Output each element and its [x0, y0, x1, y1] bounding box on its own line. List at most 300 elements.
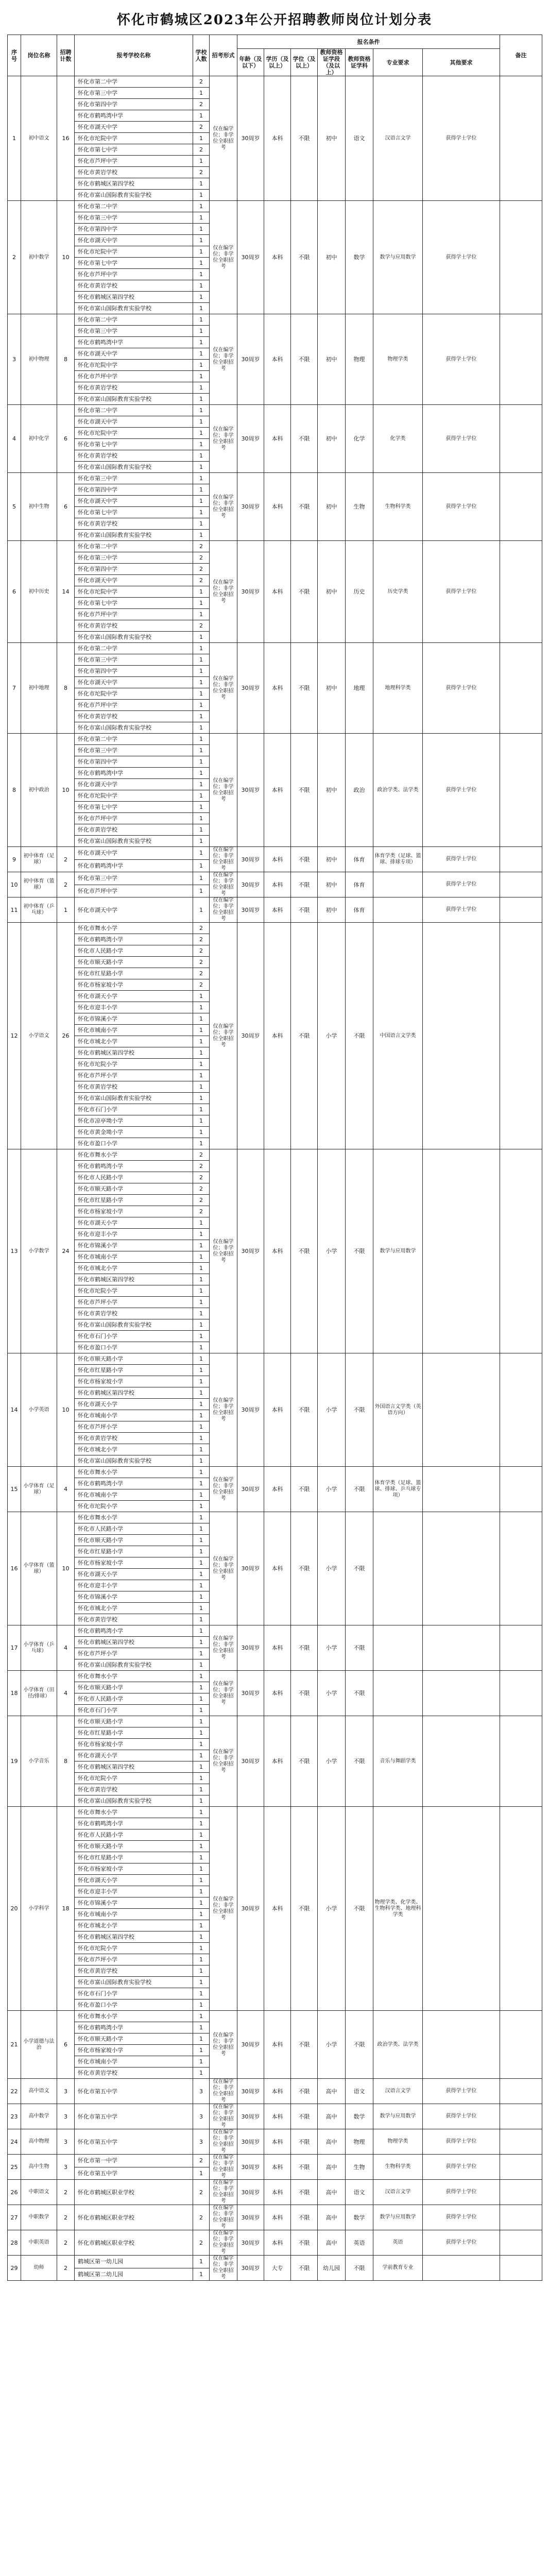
cell-seq: 29	[8, 2256, 21, 2281]
cell-degree: 不限	[291, 897, 318, 923]
cell-school-count: 1	[193, 1478, 210, 1489]
cell-school-count: 1	[193, 897, 210, 923]
header-count: 招聘计数	[57, 35, 75, 76]
cell-school: 怀化市鹤鸣湾中学	[75, 768, 193, 779]
cell-school: 怀化市第三中学	[75, 212, 193, 224]
cell-cert-subject: 物理	[346, 2129, 373, 2155]
cell-school: 怀化市迎丰小学	[75, 1886, 193, 1897]
cell-count: 10	[57, 201, 75, 314]
cell-school-count: 2	[193, 564, 210, 575]
cell-form: 仅在编学位；非学位全职招考	[210, 872, 237, 897]
cell-school-count: 1	[193, 1013, 210, 1025]
cell-note	[500, 872, 542, 897]
cell-cert: 初中	[318, 541, 346, 643]
cell-school-count: 1	[193, 1841, 210, 1852]
cell-school: 怀化市红星路小学	[75, 968, 193, 979]
cell-school-count: 1	[193, 1875, 210, 1886]
cell-edu: 本科	[264, 1149, 291, 1353]
table-row	[8, 2155, 542, 2167]
cell-note	[500, 541, 542, 643]
cell-major	[373, 1671, 423, 1716]
cell-other	[423, 1353, 500, 1467]
cell-school-count: 1	[193, 1965, 210, 1977]
cell-count: 6	[57, 2011, 75, 2079]
cell-cert-subject: 不限	[346, 2256, 373, 2281]
cell-count: 4	[57, 1671, 75, 1716]
cell-degree: 不限	[291, 2205, 318, 2230]
cell-school-count: 1	[193, 1421, 210, 1433]
cell-seq: 15	[8, 1467, 21, 1512]
cell-count: 18	[57, 1807, 75, 2011]
cell-school: 怀化市湖天中学	[75, 348, 193, 360]
cell-school: 怀化市坨院小学	[75, 1501, 193, 1512]
cell-edu: 本科	[264, 734, 291, 847]
cell-school-count: 1	[193, 1410, 210, 1421]
cell-major: 汉语言文学	[373, 2079, 423, 2104]
cell-school-count: 1	[193, 711, 210, 722]
cell-school: 怀化市舞水小学	[75, 923, 193, 934]
cell-school-count: 1	[193, 700, 210, 711]
cell-post: 初中历史	[21, 541, 57, 643]
cell-note	[500, 2205, 542, 2230]
cell-other: 获得学士学位	[423, 2079, 500, 2104]
cell-school-count: 1	[193, 337, 210, 348]
cell-school-count: 2	[193, 2230, 210, 2256]
cell-school-count: 1	[193, 2045, 210, 2056]
cell-form: 仅在编学位；非学位全职招考	[210, 1716, 237, 1807]
cell-school: 怀化市石门小学	[75, 1104, 193, 1115]
cell-school-count: 1	[193, 632, 210, 643]
cell-degree: 不限	[291, 2155, 318, 2180]
header-major: 专业要求	[373, 49, 423, 76]
cell-other: 获得学士学位	[423, 2230, 500, 2256]
cell-form: 仅在编学位；非学位全职招考	[210, 734, 237, 847]
cell-note	[500, 473, 542, 541]
table-row	[8, 2011, 542, 2022]
cell-school: 怀化市湖天中学	[75, 496, 193, 507]
cell-school-count: 1	[193, 643, 210, 654]
cell-cert: 小学	[318, 2011, 346, 2079]
cell-major: 物理学类、化学类、生物科学类、地理科学类	[373, 1807, 423, 2011]
cell-seq: 14	[8, 1353, 21, 1467]
cell-school-count: 2	[193, 2205, 210, 2230]
cell-age: 30周岁	[237, 2079, 264, 2104]
cell-count: 2	[57, 2256, 75, 2281]
table-row	[8, 1149, 542, 1161]
cell-school: 怀化市第三中学	[75, 654, 193, 666]
cell-school: 怀化市第四中学	[75, 564, 193, 575]
cell-school-count: 1	[193, 836, 210, 847]
cell-school: 怀化市舞水小学	[75, 1149, 193, 1161]
cell-post: 小学体育（乒乓球）	[21, 1625, 57, 1671]
cell-school: 怀化市湖天中学	[75, 416, 193, 428]
cell-school: 怀化市杨家坡小学	[75, 2045, 193, 2056]
cell-post: 小学英语	[21, 1353, 57, 1467]
cell-cert: 高中	[318, 2205, 346, 2230]
cell-school: 怀化市第四中学	[75, 756, 193, 768]
cell-cert-subject: 历史	[346, 541, 373, 643]
cell-count: 2	[57, 2230, 75, 2256]
cell-school: 怀化市鹤城区第四学校	[75, 292, 193, 303]
cell-school: 怀化市坨院小学	[75, 1285, 193, 1297]
cell-school: 怀化市舞水小学	[75, 1807, 193, 1818]
cell-school-count: 1	[193, 1886, 210, 1897]
cell-school-count: 1	[193, 439, 210, 450]
cell-age: 30周岁	[237, 1512, 264, 1625]
cell-school-count: 1	[193, 1671, 210, 1682]
cell-form: 仅在编学位；非学位全职招考	[210, 643, 237, 734]
cell-school: 怀化市芦坪中学	[75, 609, 193, 620]
cell-cert-subject: 数学	[346, 2104, 373, 2129]
cell-school-count: 1	[193, 1104, 210, 1115]
cell-form: 仅在编学位；非学位全职招考	[210, 1807, 237, 2011]
cell-school: 怀化市第五中学	[75, 2129, 193, 2155]
header-school-count: 学校人数	[193, 35, 210, 76]
cell-school: 怀化市顺天路小学	[75, 1535, 193, 1546]
cell-school-count: 1	[193, 201, 210, 212]
cell-age: 30周岁	[237, 847, 264, 872]
cell-school: 怀化市黄岩学校	[75, 824, 193, 836]
cell-school: 怀化市湖天中学	[75, 677, 193, 688]
cell-school-count: 1	[193, 734, 210, 745]
cell-school-count: 1	[193, 212, 210, 224]
cell-degree: 不限	[291, 643, 318, 734]
cell-other: 获得学士学位	[423, 847, 500, 872]
recruitment-table	[7, 35, 542, 2281]
cell-school-count: 1	[193, 1523, 210, 1535]
cell-form: 仅在编学位；非学位全职招考	[210, 2079, 237, 2104]
cell-note	[500, 1716, 542, 1807]
cell-school-count: 1	[193, 1467, 210, 1478]
cell-school: 怀化市湖天中学	[75, 122, 193, 133]
cell-form: 仅在编学位；非学位全职招考	[210, 201, 237, 314]
cell-edu: 本科	[264, 2104, 291, 2129]
cell-school-count: 1	[193, 360, 210, 371]
cell-post: 初中化学	[21, 405, 57, 473]
cell-major: 物理学类	[373, 314, 423, 405]
cell-school-count: 1	[193, 1365, 210, 1376]
cell-school-count: 1	[193, 394, 210, 405]
cell-school-count: 3	[193, 2104, 210, 2129]
cell-edu: 本科	[264, 405, 291, 473]
cell-school-count: 1	[193, 133, 210, 144]
cell-age: 30周岁	[237, 643, 264, 734]
cell-school: 怀化市芦坪中学	[75, 156, 193, 167]
table-row	[8, 872, 542, 885]
cell-school: 怀化市第二中学	[75, 201, 193, 212]
cell-school-count: 1	[193, 1535, 210, 1546]
cell-school-count: 2	[193, 2180, 210, 2205]
cell-edu: 本科	[264, 201, 291, 314]
cell-edu: 本科	[264, 923, 291, 1149]
cell-school: 怀化市坨院中学	[75, 133, 193, 144]
cell-form: 仅在编学位；非学位全职招考	[210, 1512, 237, 1625]
cell-form: 仅在编学位；非学位全职招考	[210, 76, 237, 201]
cell-age: 30周岁	[237, 923, 264, 1149]
cell-cert: 幼儿园	[318, 2256, 346, 2281]
cell-seq: 27	[8, 2205, 21, 2230]
cell-cert: 小学	[318, 1625, 346, 1671]
cell-cert-subject: 体育	[346, 897, 373, 923]
cell-school: 怀化市湖天小学	[75, 1750, 193, 1761]
cell-school-count: 1	[193, 178, 210, 190]
cell-degree: 不限	[291, 1149, 318, 1353]
cell-form: 仅在编学位；非学位全职招考	[210, 923, 237, 1149]
cell-cert-subject: 不限	[346, 1149, 373, 1353]
cell-school-count: 1	[193, 688, 210, 700]
cell-age: 30周岁	[237, 314, 264, 405]
cell-school-count: 1	[193, 1716, 210, 1727]
cell-form: 仅在编学位；非学位全职招考	[210, 1149, 237, 1353]
cell-edu: 本科	[264, 2230, 291, 2256]
cell-school: 怀化市第七中学	[75, 439, 193, 450]
cell-edu: 本科	[264, 2079, 291, 2104]
cell-other: 获得学士学位	[423, 2104, 500, 2129]
cell-count: 3	[57, 2129, 75, 2155]
header-requirements: 报名条件	[237, 35, 500, 49]
cell-count: 6	[57, 473, 75, 541]
cell-form: 仅在编学位；非学位全职招考	[210, 541, 237, 643]
cell-school-count: 1	[193, 371, 210, 382]
cell-cert-subject: 不限	[346, 1467, 373, 1512]
cell-school: 怀化市红星路小学	[75, 1546, 193, 1557]
cell-cert: 小学	[318, 923, 346, 1149]
cell-school: 鹤城区第一幼儿园	[75, 2256, 193, 2268]
cell-major: 汉语言文学	[373, 2180, 423, 2205]
cell-post: 高中物理	[21, 2129, 57, 2155]
cell-seq: 19	[8, 1716, 21, 1807]
cell-post: 小学语文	[21, 923, 57, 1149]
cell-school: 怀化市人民路小学	[75, 945, 193, 957]
cell-school-count: 1	[193, 269, 210, 280]
cell-note	[500, 923, 542, 1149]
cell-note	[500, 201, 542, 314]
cell-school: 怀化市第三中学	[75, 473, 193, 484]
cell-cert: 小学	[318, 1149, 346, 1353]
cell-school: 怀化市鹤鸣湾小学	[75, 1818, 193, 1829]
cell-cert-subject: 生物	[346, 2155, 373, 2180]
table-row	[8, 2230, 542, 2256]
cell-other: 获得学士学位	[423, 872, 500, 897]
cell-post: 初中地理	[21, 643, 57, 734]
cell-school-count: 1	[193, 1263, 210, 1274]
cell-school-count: 1	[193, 1093, 210, 1104]
cell-school: 怀化市黄岩学校	[75, 1308, 193, 1319]
cell-school-count: 1	[193, 292, 210, 303]
cell-note	[500, 2011, 542, 2079]
cell-edu: 本科	[264, 2205, 291, 2230]
cell-other	[423, 1671, 500, 1716]
cell-age: 30周岁	[237, 76, 264, 201]
cell-other: 获得学士学位	[423, 897, 500, 923]
cell-school-count: 1	[193, 1229, 210, 1240]
cell-school: 怀化市黄岩学校	[75, 1965, 193, 1977]
cell-other: 获得学士学位	[423, 2155, 500, 2180]
table-row	[8, 76, 542, 88]
cell-seq: 18	[8, 1671, 21, 1716]
table-row	[8, 897, 542, 923]
cell-school: 怀化市城北小学	[75, 1444, 193, 1455]
cell-school-count: 2	[193, 979, 210, 991]
cell-major	[373, 1625, 423, 1671]
cell-school-count: 1	[193, 1036, 210, 1047]
cell-other	[423, 1716, 500, 1807]
cell-school-count: 2	[193, 1195, 210, 1206]
cell-cert: 高中	[318, 2104, 346, 2129]
cell-school: 怀化市黄岩学校	[75, 382, 193, 394]
cell-count: 4	[57, 1467, 75, 1512]
cell-school-count: 1	[193, 813, 210, 824]
cell-age: 30周岁	[237, 872, 264, 897]
cell-other	[423, 1807, 500, 2011]
cell-cert: 初中	[318, 76, 346, 201]
cell-school-count: 1	[193, 1999, 210, 2011]
cell-school: 怀化市富山国际教育实验学校	[75, 1659, 193, 1671]
cell-school: 怀化市城北小学	[75, 1036, 193, 1047]
cell-count: 14	[57, 541, 75, 643]
cell-note	[500, 2129, 542, 2155]
cell-school: 怀化市坨院中学	[75, 428, 193, 439]
cell-school-count: 1	[193, 824, 210, 836]
cell-school: 怀化市迎丰小学	[75, 1002, 193, 1013]
cell-school-count: 1	[193, 1399, 210, 1410]
table-row	[8, 2079, 542, 2104]
cell-school-count: 1	[193, 1297, 210, 1308]
cell-edu: 本科	[264, 76, 291, 201]
cell-edu: 本科	[264, 1353, 291, 1467]
cell-school: 怀化市第七中学	[75, 144, 193, 156]
cell-school: 怀化市坨院小学	[75, 1773, 193, 1784]
cell-count: 2	[57, 2180, 75, 2205]
header-age: 年龄（及以下）	[237, 49, 264, 76]
header-other: 其他要求	[423, 49, 500, 76]
cell-major: 政治学类、法学类	[373, 2011, 423, 2079]
header-note: 备注	[500, 35, 542, 76]
cell-school-count: 2	[193, 620, 210, 632]
cell-school: 怀化市芦坪小学	[75, 1070, 193, 1081]
cell-cert-subject: 政治	[346, 734, 373, 847]
cell-post: 初中数学	[21, 201, 57, 314]
cell-school-count: 2	[193, 923, 210, 934]
cell-school-count: 1	[193, 1829, 210, 1841]
cell-school: 怀化市人民路小学	[75, 1523, 193, 1535]
cell-other	[423, 2256, 500, 2281]
cell-cert-subject: 不限	[346, 2011, 373, 2079]
cell-form: 仅在编学位；非学位全职招考	[210, 1625, 237, 1671]
cell-school-count: 1	[193, 428, 210, 439]
table-row	[8, 541, 542, 552]
cell-school-count: 2	[193, 1149, 210, 1161]
cell-degree: 不限	[291, 1625, 318, 1671]
cell-school: 怀化市富山国际教育实验学校	[75, 722, 193, 734]
cell-other: 获得学士学位	[423, 473, 500, 541]
cell-cert: 小学	[318, 1671, 346, 1716]
table-row	[8, 201, 542, 212]
cell-degree: 不限	[291, 734, 318, 847]
cell-school: 怀化市红星路小学	[75, 1365, 193, 1376]
cell-seq: 10	[8, 872, 21, 897]
table-row	[8, 2205, 542, 2230]
cell-school: 怀化市黄岩学校	[75, 2067, 193, 2079]
cell-school: 怀化市第四中学	[75, 99, 193, 110]
cell-cert: 高中	[318, 2230, 346, 2256]
cell-school: 怀化市富山国际教育实验学校	[75, 1795, 193, 1807]
cell-school-count: 1	[193, 872, 210, 885]
cell-school-count: 1	[193, 303, 210, 314]
cell-cert-subject: 不限	[346, 1353, 373, 1467]
cell-school-count: 1	[193, 654, 210, 666]
cell-school-count: 1	[193, 1603, 210, 1614]
cell-edu: 本科	[264, 643, 291, 734]
cell-school: 怀化市鹤城区第四学校	[75, 1274, 193, 1285]
cell-school: 怀化市鹤城区第四学校	[75, 1047, 193, 1059]
cell-other: 获得学士学位	[423, 734, 500, 847]
cell-edu: 本科	[264, 2155, 291, 2180]
cell-seq: 17	[8, 1625, 21, 1671]
cell-school: 怀化市迎丰小学	[75, 1229, 193, 1240]
cell-seq: 8	[8, 734, 21, 847]
cell-count: 1	[57, 897, 75, 923]
cell-cert-subject: 化学	[346, 405, 373, 473]
cell-school: 怀化市第五中学	[75, 2079, 193, 2104]
cell-school: 怀化市城北小学	[75, 1263, 193, 1274]
cell-school-count: 1	[193, 1727, 210, 1739]
cell-school: 怀化市城南小学	[75, 1909, 193, 1920]
cell-post: 小学音乐	[21, 1716, 57, 1807]
cell-school: 怀化市第三中学	[75, 552, 193, 564]
cell-other: 获得学士学位	[423, 314, 500, 405]
cell-cert-subject: 数学	[346, 2205, 373, 2230]
cell-school: 怀化市第二中学	[75, 76, 193, 88]
cell-major	[373, 872, 423, 897]
cell-edu: 本科	[264, 1671, 291, 1716]
cell-school: 怀化市鹤鸣湾中学	[75, 859, 193, 872]
cell-school: 怀化市城南小学	[75, 2056, 193, 2067]
cell-note	[500, 405, 542, 473]
header-post: 岗位名称	[21, 35, 57, 76]
cell-school: 怀化市舞水小学	[75, 1467, 193, 1478]
cell-cert: 初中	[318, 201, 346, 314]
cell-other	[423, 1467, 500, 1512]
cell-edu: 本科	[264, 1716, 291, 1807]
cell-school: 怀化市湖天小学	[75, 991, 193, 1002]
cell-age: 30周岁	[237, 1467, 264, 1512]
table-row	[8, 2180, 542, 2205]
cell-count: 2	[57, 872, 75, 897]
cell-school-count: 1	[193, 1081, 210, 1093]
cell-school: 怀化市杨家坡小学	[75, 1863, 193, 1875]
cell-post: 初中政治	[21, 734, 57, 847]
cell-school: 怀化市第二中学	[75, 405, 193, 416]
cell-school-count: 1	[193, 190, 210, 201]
cell-school: 怀化市盈口小学	[75, 1999, 193, 2011]
cell-school-count: 1	[193, 1070, 210, 1081]
cell-school-count: 2	[193, 99, 210, 110]
cell-degree: 不限	[291, 2104, 318, 2129]
cell-school: 怀化市湖天中学	[75, 235, 193, 246]
cell-school: 鹤城区第二幼儿园	[75, 2268, 193, 2281]
cell-post: 初中物理	[21, 314, 57, 405]
cell-school: 怀化市第三中学	[75, 745, 193, 756]
cell-seq: 1	[8, 76, 21, 201]
cell-school: 怀化市鹤鸣湾小学	[75, 2022, 193, 2033]
cell-school: 怀化市富山国际教育实验学校	[75, 1455, 193, 1467]
cell-school: 怀化市芦坪中学	[75, 813, 193, 824]
cell-cert-subject: 生物	[346, 473, 373, 541]
cell-age: 30周岁	[237, 2104, 264, 2129]
table-row	[8, 1353, 542, 1365]
cell-school: 怀化市黄岩学校	[75, 620, 193, 632]
